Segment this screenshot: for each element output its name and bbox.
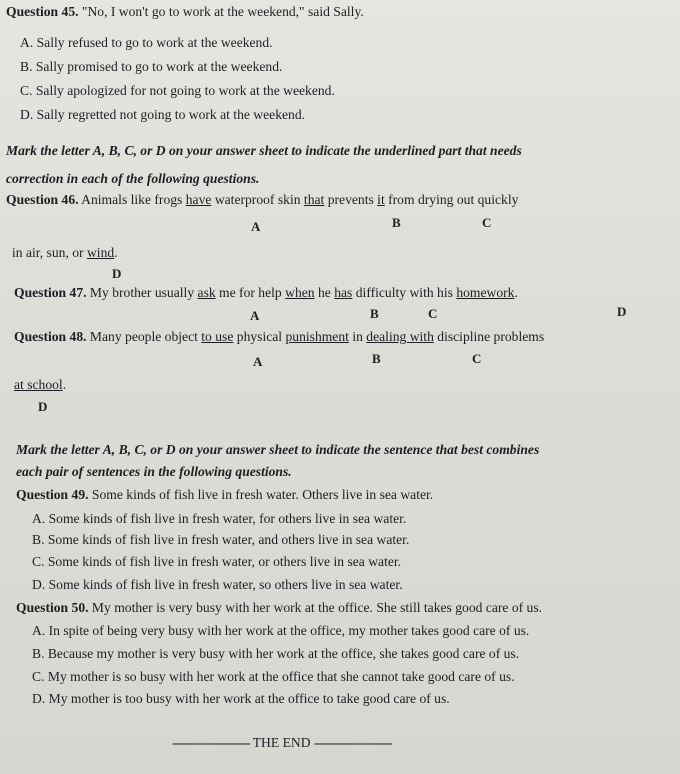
answer-letter-a: A	[250, 308, 260, 323]
option-b: B. Sally promised to go to work at the weekend.	[20, 59, 283, 74]
question-label: Question 47.	[14, 285, 87, 300]
option-a: A. Some kinds of fish live in fresh water, for others live in sea water.	[32, 511, 407, 526]
question-49-stem: Question 49. Some kinds of fish live in fresh water. Others live in sea water.	[16, 487, 434, 502]
option-b: B. Some kinds of fish live in fresh water, and others live in sea water.	[32, 532, 410, 547]
underlined-part-c: it	[377, 192, 385, 207]
question-label: Question 50.	[16, 600, 89, 615]
question-45-stem: Question 45. "No, I won't go to work at the weekend," said Sally.	[6, 4, 364, 19]
the-end-footer	[172, 734, 392, 751]
option-a: A. In spite of being very busy with her work at the office, my mother takes good care of us.	[32, 623, 530, 638]
option-c: C. Some kinds of fish live in fresh water, or others live in sea water.	[32, 554, 402, 569]
answer-letter-c: C	[428, 306, 438, 321]
footer-text: THE END	[249, 735, 314, 750]
question-label: Question 46.	[6, 192, 79, 207]
question-50-stem: Question 50. My mother is very busy with her work at the office. She still takes good care of us.	[16, 600, 543, 615]
question-label: Question 48.	[14, 329, 87, 344]
underlined-part-b: when	[285, 285, 315, 300]
question-label: Question 49.	[16, 487, 89, 502]
question-46-line-1: Question 46. Animals like frogs have waterproof skin that prevents it from drying out quickly	[6, 192, 519, 207]
section-instruction-line: Mark the letter A, B, C, or D on your answer sheet to indicate the underlined part that needs	[6, 143, 522, 158]
question-46-line-2: in air, sun, or wind.	[12, 245, 118, 260]
underlined-part-d: homework	[456, 285, 515, 300]
underlined-part-b: that	[303, 192, 325, 207]
answer-letter-d: D	[617, 304, 627, 319]
answer-letter-a: A	[251, 219, 261, 234]
answer-letter-b: B	[392, 215, 401, 230]
option-d: D. My mother is too busy with her work at the office to take good care of us.	[32, 691, 450, 706]
question-48-line-1: Question 48. Many people object to use physical punishment in dealing with discipline problems	[14, 329, 545, 344]
footer-dashes-right: ----------------------	[313, 735, 392, 750]
question-48-line-2: at school.	[14, 377, 67, 392]
underlined-part-a: ask	[197, 285, 216, 300]
option-d: D. Some kinds of fish live in fresh water, so others live in sea water.	[32, 577, 403, 592]
underlined-part-c: dealing with	[366, 329, 434, 344]
underlined-part-a: to use	[201, 329, 234, 344]
underlined-part-d: wind	[86, 245, 115, 260]
option-d: D. Sally regretted not going to work at the weekend.	[20, 107, 306, 122]
underlined-part-a: have	[185, 192, 212, 207]
underlined-part-b: punishment	[285, 329, 349, 344]
underlined-part-c: has	[334, 285, 353, 300]
option-a: A. Sally refused to go to work at the weekend.	[20, 35, 273, 50]
answer-letter-b: B	[370, 306, 379, 321]
answer-letter-d: D	[38, 399, 48, 414]
section-instruction-line: each pair of sentences in the following questions.	[16, 464, 292, 479]
section-instruction-line: Mark the letter A, B, C, or D on your answer sheet to indicate the sentence that best combines	[16, 442, 540, 457]
question-47-line: Question 47. My brother usually ask me for help when he has difficulty with his homework.	[14, 285, 518, 300]
answer-letter-c: C	[472, 351, 482, 366]
answer-letter-d: D	[112, 266, 122, 281]
option-b: B. Because my mother is very busy with her work at the office, she takes good care of us.	[32, 646, 520, 661]
answer-letter-a: A	[253, 354, 263, 369]
option-c: C. My mother is so busy with her work at the office that she cannot take good care of us.	[32, 669, 515, 684]
question-label: Question 45.	[6, 4, 79, 19]
option-c: C. Sally apologized for not going to work at the weekend.	[20, 83, 335, 98]
underlined-part-d: at school	[14, 377, 63, 392]
section-instruction-line: correction in each of the following questions.	[6, 171, 260, 186]
answer-letter-b: B	[372, 351, 381, 366]
footer-dashes-left: ----------------------	[172, 735, 250, 750]
answer-letter-c: C	[482, 215, 492, 230]
